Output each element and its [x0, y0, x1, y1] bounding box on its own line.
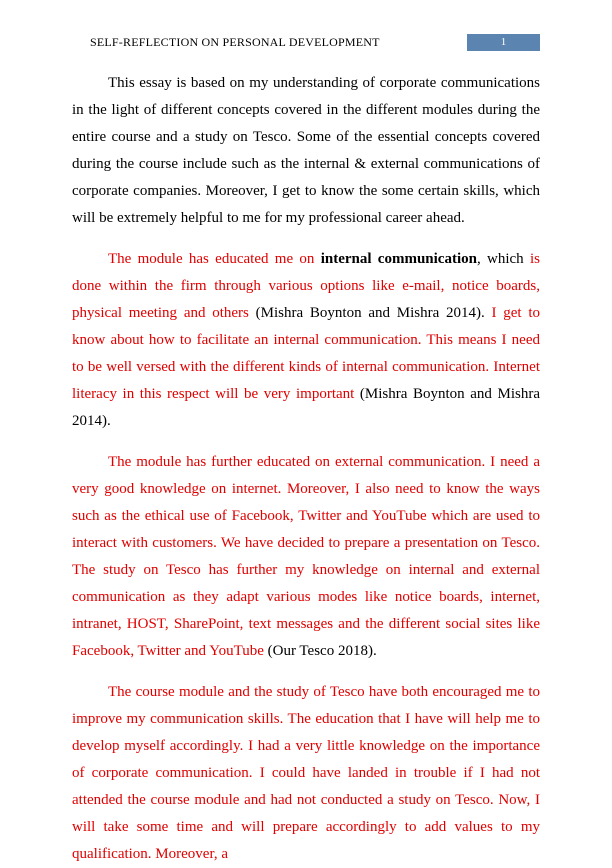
text-segment: (Mishra Boynton and Mishra 2014).	[255, 305, 492, 321]
text-segment: , which	[476, 251, 530, 267]
text-segment: is done within the firm through various options like e-mail, notice boards, physical meeting and others	[72, 251, 540, 321]
page-number-badge: 1	[467, 34, 540, 51]
text-segment: I get to know about how to facilitate an internal communication. This means I need to be well versed with the different kinds of internal communication. Internet literacy in this respect will be very important	[72, 305, 540, 402]
paragraph	[72, 70, 540, 232]
text-segment: This essay is based on my understanding of corporate communications in the light of different concepts covered in the different modules during the entire course and a study on Tesco. Some of the essential concepts covered during the course include such as the internal & external communications of corporate companies. Moreover, I get to know the some certain skills, which will be extremely helpful to me for my professional career ahead.	[72, 75, 540, 226]
page-header	[72, 33, 540, 51]
essay-body	[72, 70, 540, 868]
running-head-title: SELF-REFLECTION ON PERSONAL DEVELOPMENT	[90, 34, 380, 49]
text-segment: The course module and the study of Tesco have both encouraged me to improve my communication skills. The education that I have will help me to develop myself accordingly. I had a very little knowledge on the importance of corporate communication. I could have landed in trouble if I had not attended the course module and had not conducted a study on Tesco. Now, I will take some time and will prepare accordingly to add values to my qualification. Moreover, a	[72, 684, 540, 862]
text-segment: (Our Tesco 2018).	[267, 643, 377, 659]
text-segment: (Mishra Boynton and Mishra 2014).	[72, 386, 540, 429]
text-segment: internal communication	[320, 251, 477, 267]
paragraph	[72, 449, 540, 665]
paragraph	[72, 679, 540, 868]
text-segment: The module has educated me on	[108, 251, 321, 267]
paragraph	[72, 246, 540, 435]
text-segment: The module has further educated on external communication. I need a very good knowledge on internet. Moreover, I also need to know the ways such as the ethical use of Facebook, Twitter and YouTube which are used to interact with customers. We have decided to prepare a presentation on Tesco. The study on Tesco has further my knowledge on internal and external communication as they adapt various modes like notice boards, internet, intranet, HOST, SharePoint, text messages and the different social sites like Facebook, Twitter and YouTube	[72, 454, 540, 659]
